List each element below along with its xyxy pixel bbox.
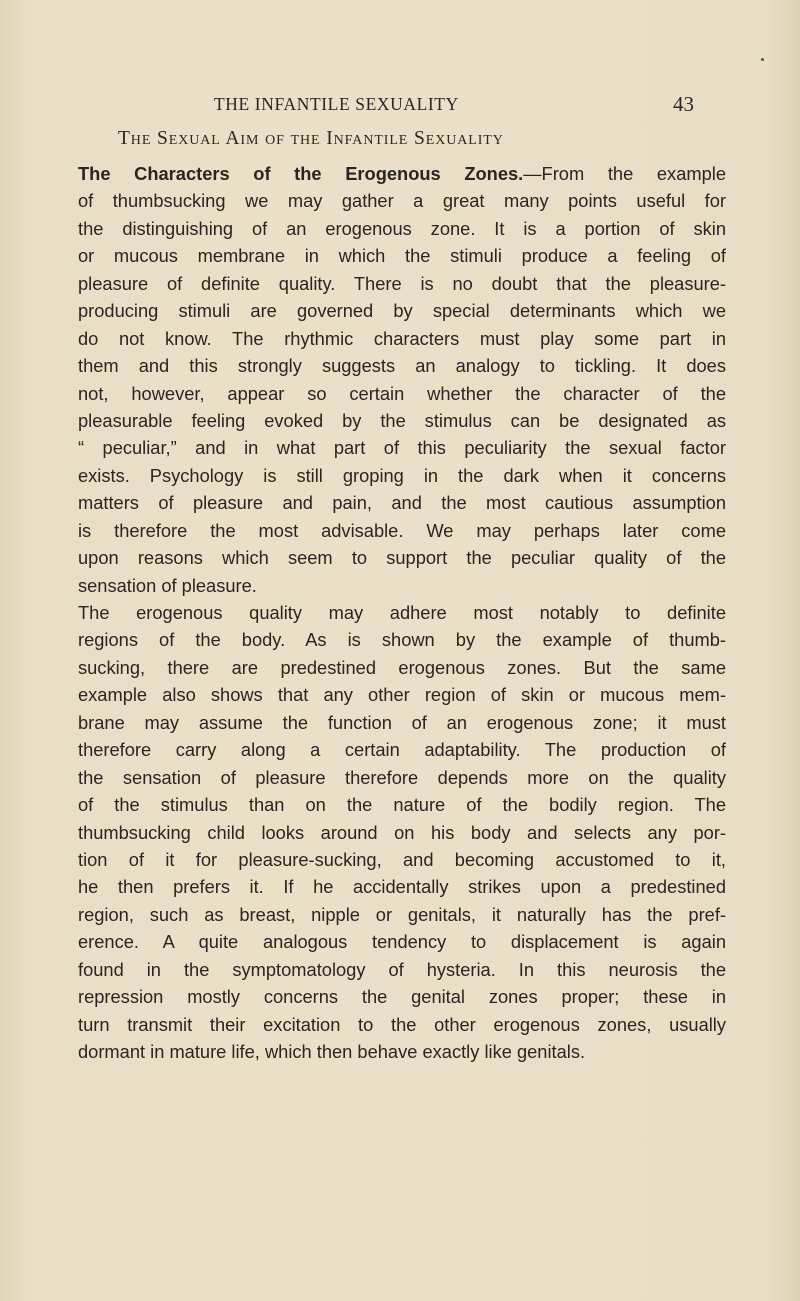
text-line: pleasurable feeling evoked by the stimulus can be designated as — [78, 409, 726, 431]
text-line: found in the symptomatology of hysteria. In this neurosis the — [78, 958, 726, 980]
text-line-content: —From the example — [523, 163, 726, 184]
text-line: them and this strongly suggests an analogy to tickling. It does — [78, 355, 726, 377]
text-line: brane may assume the function of an erogenous zone; it must — [78, 711, 726, 733]
body-text — [78, 160, 726, 1065]
section-title: The Sexual Aim of the Infantile Sexuality — [118, 128, 504, 149]
text-line: of thumbsucking we may gather a great many points useful for — [78, 190, 726, 212]
page-number: 43 — [673, 92, 694, 116]
text-line: thumbsucking child looks around on his body and selects any por- — [78, 821, 726, 843]
text-line: regions of the body. As is shown by the example of thumb- — [78, 629, 726, 651]
text-line: is therefore the most advisable. We may perhaps later come — [78, 519, 726, 541]
text-line: upon reasons which seem to support the peculiar quality of the — [78, 547, 726, 569]
text-line: tion of it for pleasure-sucking, and becoming accustomed to it, — [78, 848, 726, 870]
text-line: or mucous membrane in which the stimuli produce a feeling of — [78, 245, 726, 267]
text-line: matters of pleasure and pain, and the most cautious assumption — [78, 492, 726, 514]
text-line: the distinguishing of an erogenous zone. It is a portion of skin — [78, 217, 726, 239]
text-line: repression mostly concerns the genital zones proper; these in — [78, 986, 726, 1008]
text-line: dormant in mature life, which then behave exactly like genitals. — [78, 1041, 586, 1062]
text-line: of the stimulus than on the nature of the bodily region. The — [78, 794, 726, 816]
text-line: exists. Psychology is still groping in the dark when it concerns — [78, 464, 726, 486]
text-line: pleasure of definite quality. There is no doubt that the pleasure- — [78, 272, 726, 294]
text-line: erence. A quite analogous tendency to displacement is again — [78, 931, 726, 953]
page-speck — [761, 58, 764, 61]
text-line: turn transmit their excitation to the other erogenous zones, usually — [78, 1013, 726, 1035]
text-line: the sensation of pleasure therefore depends more on the quality — [78, 766, 726, 788]
run-in-heading: The Characters of the Erogenous Zones. — [78, 163, 524, 184]
text-line: The erogenous quality may adhere most notably to definite — [78, 602, 726, 623]
text-line: sensation of pleasure. — [78, 574, 257, 596]
text-line — [78, 160, 726, 187]
running-head: THE INFANTILE SEXUALITY — [214, 94, 459, 114]
text-line: “ peculiar,” and in what part of this peculiarity the sexual factor — [78, 437, 726, 459]
text-line: therefore carry along a certain adaptability. The production of — [78, 739, 726, 761]
text-line: do not know. The rhythmic characters must play some part in — [78, 327, 726, 349]
text-line: not, however, appear so certain whether the character of the — [78, 382, 726, 404]
text-line: example also shows that any other region of skin or mucous mem- — [78, 684, 726, 706]
text-line: producing stimuli are governed by special determinants which we — [78, 300, 726, 322]
text-line: region, such as breast, nipple or genitals, it naturally has the pref- — [78, 903, 726, 925]
text-line: sucking, there are predestined erogenous zones. But the same — [78, 656, 726, 678]
text-line: he then prefers it. If he accidentally strikes upon a predestined — [78, 876, 726, 898]
